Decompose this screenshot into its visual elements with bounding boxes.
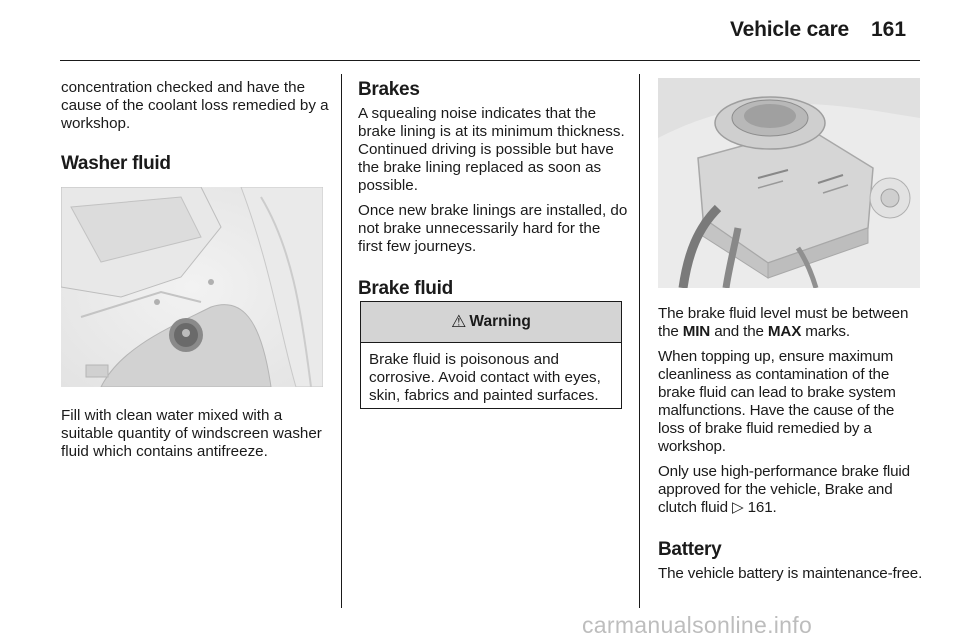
watermark: carmanualsonline.info xyxy=(582,612,813,638)
column-divider-right xyxy=(639,74,640,608)
column-3 xyxy=(658,305,924,590)
approved-fluid-end: . xyxy=(772,499,777,516)
brake-fluid-level-paragraph xyxy=(658,305,924,341)
page-reference-icon: ▷ xyxy=(732,499,748,516)
brake-fluid-heading: Brake fluid xyxy=(358,278,453,299)
washer-reservoir-illustration xyxy=(61,187,323,387)
level-text-end: marks. xyxy=(801,323,850,340)
warning-text: Brake fluid is poisonous and corrosive. Avoid contact with eyes, skin, fabrics and painted surfaces. xyxy=(369,351,601,404)
brakes-heading: Brakes xyxy=(358,79,420,100)
header-rule xyxy=(60,60,920,61)
column-2 xyxy=(358,79,628,300)
washer-fluid-body: Fill with clean water mixed with a suitable quantity of windscreen washer fluid which contains antifreeze. xyxy=(61,407,322,460)
brake-fluid-reservoir-illustration xyxy=(658,78,920,288)
column-divider-left xyxy=(341,74,342,608)
min-mark: MIN xyxy=(682,323,711,340)
level-text-mid: and the xyxy=(710,323,768,340)
coolant-continuation: concentration checked and have the cause of the coolant loss remedied by a workshop. xyxy=(61,79,329,132)
approved-fluid-text: Only use high-performance brake fluid approved for the vehicle, Brake and clutch fluid xyxy=(658,463,910,516)
warning-box xyxy=(360,301,622,409)
max-mark: MAX xyxy=(767,323,802,340)
battery-paragraph: The vehicle battery is maintenance-free. xyxy=(658,565,923,582)
brakes-paragraph-1: A squealing noise indicates that the brake lining is at its minimum thickness. Continued driving is possible but have the brake lining replaced as soon as possible. xyxy=(358,105,625,194)
approved-fluid-paragraph xyxy=(658,463,924,517)
brakes-paragraph-2: Once new brake linings are installed, do not brake unnecessarily hard for the first few journeys. xyxy=(358,202,628,255)
page-reference-link[interactable]: 161 xyxy=(747,499,773,516)
warning-title: Warning xyxy=(469,313,531,330)
warning-triangle-icon: ⚠ xyxy=(451,312,467,331)
section-title: Vehicle care xyxy=(730,18,850,41)
topping-up-paragraph: When topping up, ensure maximum cleanliness as contamination of the brake fluid can lead to brake system malfunctions. Have the cause of the loss of brake fluid remedied by a workshop. xyxy=(658,348,896,455)
washer-fluid-heading: Washer fluid xyxy=(61,153,171,174)
column-1 xyxy=(61,79,329,175)
warning-header xyxy=(361,302,621,343)
level-text-start: The brake fluid level must be between the xyxy=(658,305,909,340)
battery-heading: Battery xyxy=(658,539,722,560)
washer-fluid-text xyxy=(61,407,329,468)
page-number: 161 xyxy=(871,18,907,41)
